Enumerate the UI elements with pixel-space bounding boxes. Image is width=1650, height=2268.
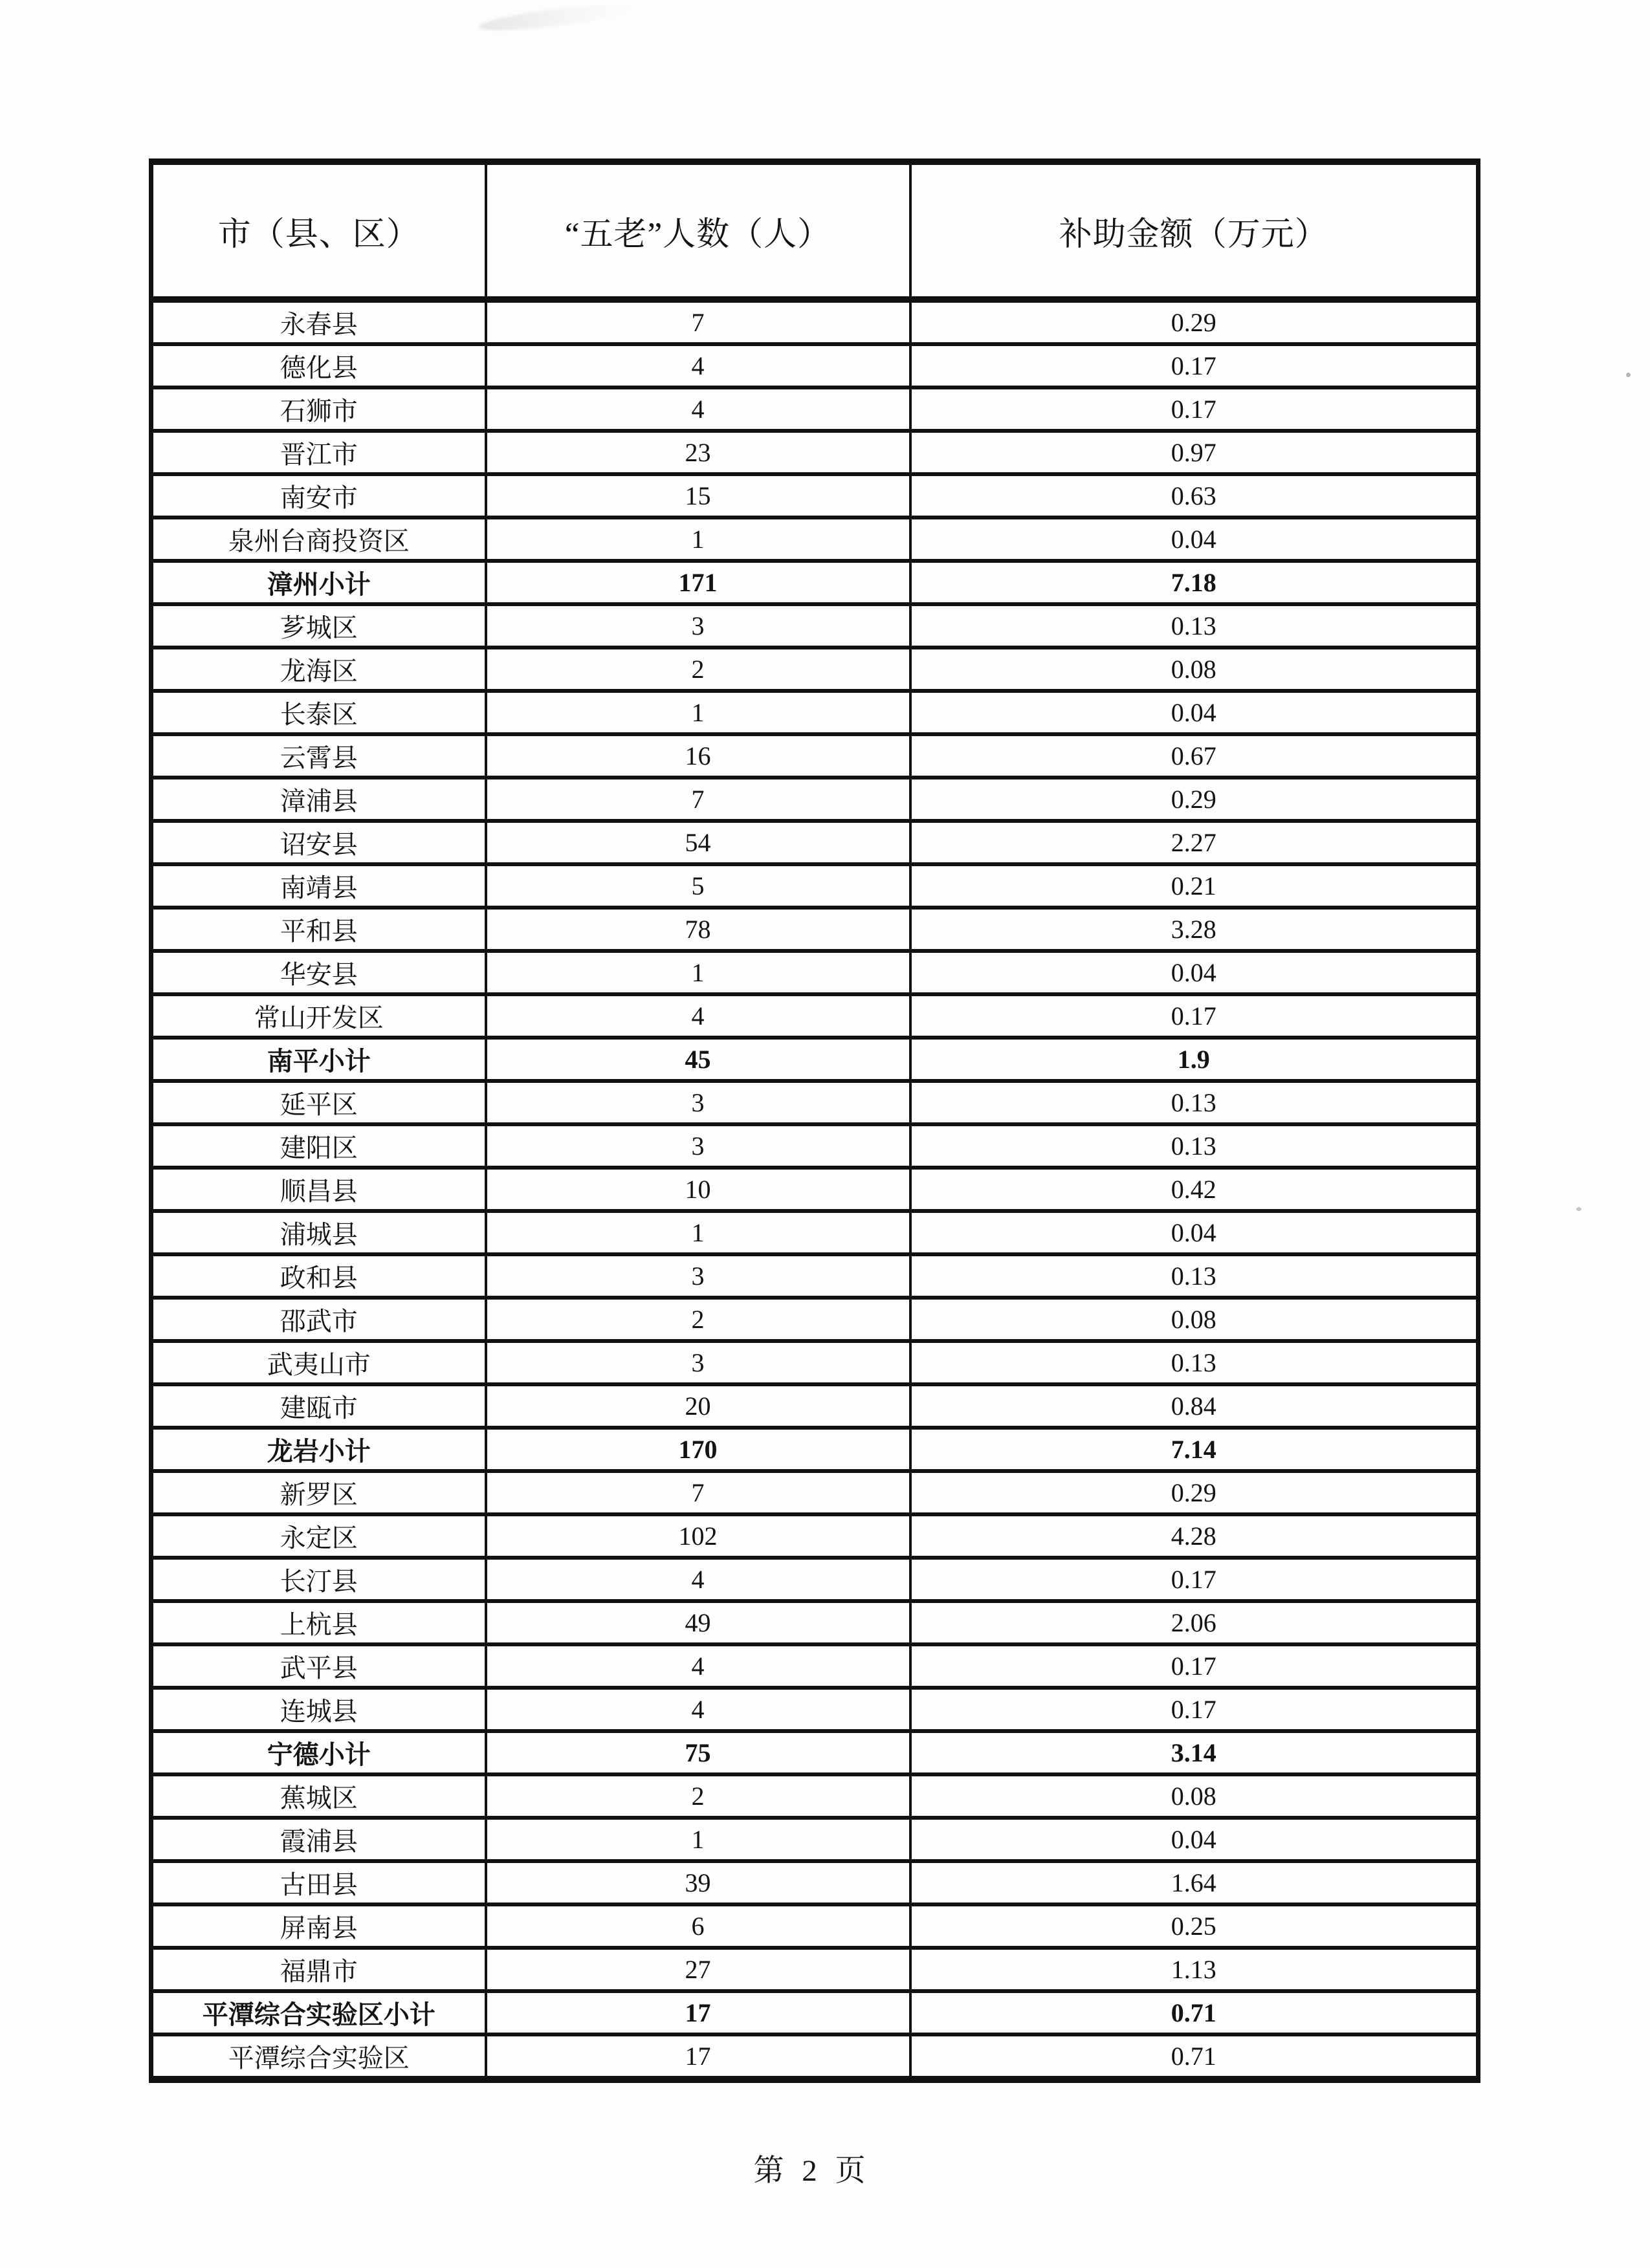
count-cell: 1 — [486, 1211, 910, 1254]
region-cell: 漳浦县 — [151, 778, 486, 821]
count-cell: 1 — [486, 518, 910, 561]
amount-cell: 0.42 — [910, 1168, 1479, 1211]
region-cell: 邵武市 — [151, 1298, 486, 1341]
count-cell: 16 — [486, 734, 910, 778]
count-cell: 3 — [486, 1081, 910, 1124]
amount-cell: 0.67 — [910, 734, 1479, 778]
table-row — [151, 1904, 1479, 1948]
subsidy-table — [149, 158, 1480, 2083]
scan-dot-artifact — [1576, 1207, 1581, 1211]
region-cell: 平和县 — [151, 908, 486, 951]
count-cell: 54 — [486, 821, 910, 864]
table-body — [151, 300, 1479, 2080]
table-row — [151, 387, 1479, 431]
region-cell: 晋江市 — [151, 431, 486, 474]
region-cell: 南靖县 — [151, 864, 486, 908]
region-cell: 永定区 — [151, 1514, 486, 1558]
count-cell: 17 — [486, 1991, 910, 2034]
region-cell: 武平县 — [151, 1644, 486, 1688]
table-row — [151, 648, 1479, 691]
count-cell: 102 — [486, 1514, 910, 1558]
amount-cell: 0.08 — [910, 1774, 1479, 1818]
table-row — [151, 994, 1479, 1038]
count-cell: 78 — [486, 908, 910, 951]
amount-cell: 0.04 — [910, 1211, 1479, 1254]
table-row — [151, 604, 1479, 648]
region-cell: 顺昌县 — [151, 1168, 486, 1211]
region-cell: 平潭综合实验区 — [151, 2034, 486, 2080]
table-row — [151, 821, 1479, 864]
region-cell: 德化县 — [151, 344, 486, 387]
table-row — [151, 1081, 1479, 1124]
region-cell: 延平区 — [151, 1081, 486, 1124]
count-cell: 2 — [486, 1298, 910, 1341]
amount-cell: 0.29 — [910, 778, 1479, 821]
region-cell: 平潭综合实验区小计 — [151, 1991, 486, 2034]
amount-cell: 3.28 — [910, 908, 1479, 951]
count-cell: 5 — [486, 864, 910, 908]
amount-cell: 1.9 — [910, 1038, 1479, 1081]
amount-cell: 0.13 — [910, 604, 1479, 648]
count-cell: 23 — [486, 431, 910, 474]
table-row — [151, 864, 1479, 908]
count-cell: 4 — [486, 387, 910, 431]
table-row — [151, 1124, 1479, 1168]
count-cell: 49 — [486, 1601, 910, 1644]
table-row — [151, 344, 1479, 387]
count-cell: 27 — [486, 1948, 910, 1991]
region-cell: 霞浦县 — [151, 1818, 486, 1861]
table-row — [151, 300, 1479, 344]
table-row — [151, 431, 1479, 474]
count-cell: 7 — [486, 778, 910, 821]
amount-cell: 7.18 — [910, 561, 1479, 604]
amount-cell: 3.14 — [910, 1731, 1479, 1774]
region-cell: 政和县 — [151, 1254, 486, 1298]
region-cell: 常山开发区 — [151, 994, 486, 1038]
table-row — [151, 561, 1479, 604]
table-row — [151, 1471, 1479, 1514]
amount-cell: 0.17 — [910, 1558, 1479, 1601]
region-cell: 云霄县 — [151, 734, 486, 778]
region-cell: 古田县 — [151, 1861, 486, 1904]
region-cell: 福鼎市 — [151, 1948, 486, 1991]
scan-dot-artifact — [1626, 373, 1631, 377]
amount-cell: 1.64 — [910, 1861, 1479, 1904]
amount-cell: 0.29 — [910, 300, 1479, 344]
scan-smudge-artifact — [478, 0, 634, 36]
amount-cell: 0.17 — [910, 387, 1479, 431]
table-row — [151, 518, 1479, 561]
subsidy-table-container — [149, 158, 1480, 2083]
table-row — [151, 1428, 1479, 1471]
amount-cell: 4.28 — [910, 1514, 1479, 1558]
count-cell: 1 — [486, 691, 910, 734]
amount-cell: 0.71 — [910, 1991, 1479, 2034]
table-row — [151, 1731, 1479, 1774]
count-cell: 15 — [486, 474, 910, 518]
count-cell: 3 — [486, 604, 910, 648]
region-cell: 浦城县 — [151, 1211, 486, 1254]
amount-cell: 7.14 — [910, 1428, 1479, 1471]
table-row — [151, 1298, 1479, 1341]
amount-cell: 2.27 — [910, 821, 1479, 864]
region-cell: 泉州台商投资区 — [151, 518, 486, 561]
amount-cell: 0.63 — [910, 474, 1479, 518]
count-cell: 45 — [486, 1038, 910, 1081]
amount-cell: 0.04 — [910, 1818, 1479, 1861]
amount-cell: 0.21 — [910, 864, 1479, 908]
header-row — [151, 162, 1479, 300]
amount-cell: 0.17 — [910, 1644, 1479, 1688]
region-cell: 石狮市 — [151, 387, 486, 431]
region-cell: 华安县 — [151, 951, 486, 994]
count-cell: 4 — [486, 1558, 910, 1601]
region-cell: 芗城区 — [151, 604, 486, 648]
amount-cell: 0.97 — [910, 431, 1479, 474]
table-row — [151, 908, 1479, 951]
count-cell: 17 — [486, 2034, 910, 2080]
amount-cell: 0.17 — [910, 1688, 1479, 1731]
header-amount: 补助金额（万元） — [910, 162, 1479, 300]
count-cell: 10 — [486, 1168, 910, 1211]
region-cell: 漳州小计 — [151, 561, 486, 604]
table-header — [151, 162, 1479, 300]
header-region: 市（县、区） — [151, 162, 486, 300]
table-row — [151, 1341, 1479, 1384]
table-row — [151, 2034, 1479, 2080]
region-cell: 新罗区 — [151, 1471, 486, 1514]
region-cell: 武夷山市 — [151, 1341, 486, 1384]
count-cell: 3 — [486, 1254, 910, 1298]
table-row — [151, 1514, 1479, 1558]
amount-cell: 0.25 — [910, 1904, 1479, 1948]
count-cell: 2 — [486, 1774, 910, 1818]
count-cell: 20 — [486, 1384, 910, 1428]
region-cell: 南平小计 — [151, 1038, 486, 1081]
table-row — [151, 1991, 1479, 2034]
page-number: 第 2 页 — [753, 2154, 871, 2188]
region-cell: 长汀县 — [151, 1558, 486, 1601]
amount-cell: 0.71 — [910, 2034, 1479, 2080]
count-cell: 3 — [486, 1124, 910, 1168]
table-row — [151, 691, 1479, 734]
table-row — [151, 1168, 1479, 1211]
count-cell: 39 — [486, 1861, 910, 1904]
table-row — [151, 1384, 1479, 1428]
amount-cell: 0.08 — [910, 1298, 1479, 1341]
table-row — [151, 1818, 1479, 1861]
region-cell: 连城县 — [151, 1688, 486, 1731]
table-row — [151, 951, 1479, 994]
table-row — [151, 474, 1479, 518]
table-row — [151, 1038, 1479, 1081]
region-cell: 蕉城区 — [151, 1774, 486, 1818]
amount-cell: 0.13 — [910, 1254, 1479, 1298]
region-cell: 南安市 — [151, 474, 486, 518]
region-cell: 永春县 — [151, 300, 486, 344]
count-cell: 1 — [486, 1818, 910, 1861]
count-cell: 170 — [486, 1428, 910, 1471]
table-row — [151, 1774, 1479, 1818]
table-row — [151, 1861, 1479, 1904]
count-cell: 4 — [486, 344, 910, 387]
region-cell: 屏南县 — [151, 1904, 486, 1948]
count-cell: 3 — [486, 1341, 910, 1384]
amount-cell: 0.17 — [910, 994, 1479, 1038]
count-cell: 1 — [486, 951, 910, 994]
region-cell: 建瓯市 — [151, 1384, 486, 1428]
count-cell: 4 — [486, 1688, 910, 1731]
amount-cell: 1.13 — [910, 1948, 1479, 1991]
table-row — [151, 1211, 1479, 1254]
count-cell: 7 — [486, 300, 910, 344]
region-cell: 诏安县 — [151, 821, 486, 864]
table-row — [151, 734, 1479, 778]
table-row — [151, 1558, 1479, 1601]
amount-cell: 0.13 — [910, 1124, 1479, 1168]
amount-cell: 2.06 — [910, 1601, 1479, 1644]
table-row — [151, 1688, 1479, 1731]
amount-cell: 0.04 — [910, 691, 1479, 734]
table-row — [151, 1948, 1479, 1991]
amount-cell: 0.08 — [910, 648, 1479, 691]
amount-cell: 0.13 — [910, 1341, 1479, 1384]
region-cell: 龙岩小计 — [151, 1428, 486, 1471]
count-cell: 2 — [486, 648, 910, 691]
table-row — [151, 1644, 1479, 1688]
region-cell: 上杭县 — [151, 1601, 486, 1644]
count-cell: 6 — [486, 1904, 910, 1948]
table-row — [151, 1601, 1479, 1644]
region-cell: 宁德小计 — [151, 1731, 486, 1774]
header-count: “五老”人数（人） — [486, 162, 910, 300]
amount-cell: 0.84 — [910, 1384, 1479, 1428]
amount-cell: 0.04 — [910, 951, 1479, 994]
region-cell: 长泰区 — [151, 691, 486, 734]
region-cell: 建阳区 — [151, 1124, 486, 1168]
amount-cell: 0.29 — [910, 1471, 1479, 1514]
count-cell: 4 — [486, 1644, 910, 1688]
amount-cell: 0.04 — [910, 518, 1479, 561]
count-cell: 7 — [486, 1471, 910, 1514]
count-cell: 75 — [486, 1731, 910, 1774]
count-cell: 4 — [486, 994, 910, 1038]
amount-cell: 0.13 — [910, 1081, 1479, 1124]
table-row — [151, 778, 1479, 821]
table-row — [151, 1254, 1479, 1298]
count-cell: 171 — [486, 561, 910, 604]
amount-cell: 0.17 — [910, 344, 1479, 387]
region-cell: 龙海区 — [151, 648, 486, 691]
